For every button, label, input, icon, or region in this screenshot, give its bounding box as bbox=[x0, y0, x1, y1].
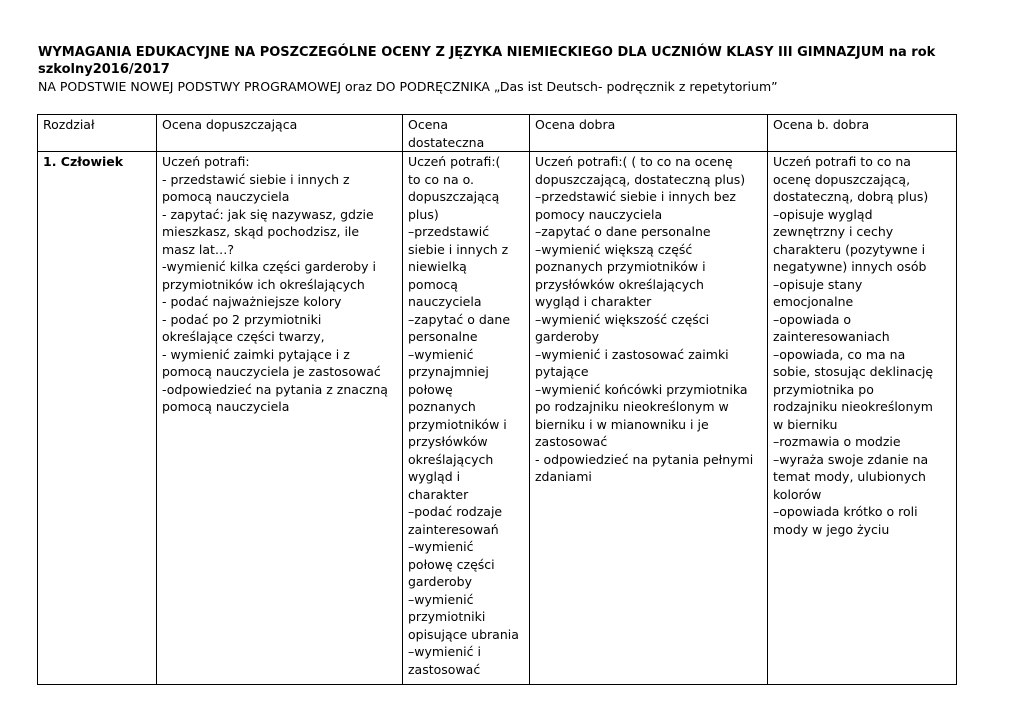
cell-text-line: przysłówków określających bbox=[535, 276, 704, 292]
cell-text-line: - wymienić zaimki pytające i z bbox=[162, 346, 350, 362]
cell-text-line: charakter bbox=[408, 486, 469, 502]
cell-text-line: plus) bbox=[408, 206, 439, 222]
cell-text-line: -odpowiedzieć na pytania z znaczną bbox=[162, 381, 388, 397]
cell-text-line: dopuszczającą, dostateczną plus) bbox=[535, 171, 746, 187]
document-title bbox=[38, 44, 988, 95]
cell-text-line: –rozmawia o modzie bbox=[773, 434, 901, 449]
cell-text-line: - odpowiedzieć na pytania pełnymi bbox=[535, 451, 754, 467]
cell-text-line: Uczeń potrafi:( ( to co na ocenę bbox=[535, 154, 733, 169]
cell-text-line: –opisuje wygląd bbox=[773, 206, 873, 222]
cell-text-line: przymiotników i bbox=[408, 416, 507, 432]
cell-text-line: –podać rodzaje bbox=[408, 504, 503, 519]
cell-text-line: –przedstawić siebie i innych bez bbox=[535, 189, 736, 204]
cell-text-line: negatywne) innych osób bbox=[773, 259, 927, 274]
cell-text-line: sobie, stosując deklinację bbox=[773, 364, 934, 379]
header-cell: Ocena dobra bbox=[530, 115, 768, 152]
grade-dopuszczajaca-cell bbox=[157, 152, 403, 685]
cell-text-line: to co na o. bbox=[408, 171, 474, 187]
header-cell: Ocena dopuszczająca bbox=[157, 115, 403, 152]
document-subtitle: NA PODSTWIE NOWEJ PODSTWY PROGRAMOWEJ oraz DO PODRĘCZNIKA „Das ist Deutsch- podręcznik z repetytorium” bbox=[38, 79, 778, 94]
cell-text-line: przynajmniej bbox=[408, 364, 489, 379]
cell-text-line: zainteresowań bbox=[408, 521, 499, 537]
cell-text-line: –zapytać o dane personalne bbox=[535, 224, 711, 239]
header-cell: Ocena b. dobra bbox=[768, 115, 957, 152]
header-cell: Rozdział bbox=[38, 115, 157, 152]
table-header-row bbox=[38, 115, 957, 152]
table-row bbox=[38, 152, 957, 685]
cell-text-line: –opowiada krótko o roli bbox=[773, 504, 918, 519]
cell-text-line: w bierniku bbox=[773, 416, 838, 432]
cell-text-line: pytające bbox=[535, 364, 589, 379]
cell-text-line: personalne bbox=[408, 329, 478, 344]
cell-text-line: –wymienić bbox=[408, 539, 474, 554]
cell-text-line: - przedstawić siebie i innych z bbox=[162, 171, 350, 187]
cell-text-line: –opowiada o bbox=[773, 311, 852, 327]
cell-text-line: przymiotnika po bbox=[773, 381, 874, 397]
cell-text-line: wygląd i charakter bbox=[535, 294, 652, 309]
cell-text-line: -wymienić kilka części garderoby i bbox=[162, 259, 376, 274]
cell-text-line: –opowiada, co ma na bbox=[773, 346, 906, 362]
cell-text-line: - zapytać: jak się nazywasz, gdzie bbox=[162, 206, 374, 222]
cell-text-line: opisujące ubrania bbox=[408, 626, 519, 642]
header-cell bbox=[403, 115, 530, 152]
cell-text-line: niewielką bbox=[408, 259, 467, 274]
cell-text-line: –wyraża swoje zdanie na bbox=[773, 451, 929, 467]
cell-text-line: Uczeń potrafi to co na bbox=[773, 154, 911, 169]
cell-text-line: nauczyciela bbox=[408, 294, 482, 309]
cell-text-line: mody w jego życiu bbox=[773, 521, 890, 537]
grade-bardzo-dobra-cell bbox=[768, 152, 957, 685]
cell-text-line: kolorów bbox=[773, 486, 822, 502]
cell-text-line: garderoby bbox=[535, 329, 599, 344]
cell-text-line: określające części twarzy, bbox=[162, 329, 325, 344]
cell-text-line: –wymienić końcówki przymiotnika bbox=[535, 381, 748, 397]
cell-text-line: emocjonalne bbox=[773, 294, 854, 309]
requirements-table bbox=[37, 114, 957, 685]
header-text-line: Ocena bbox=[408, 117, 448, 132]
cell-text-line: –wymienić bbox=[408, 591, 474, 607]
cell-text-line: wygląd i bbox=[408, 469, 461, 484]
cell-text-line: charakteru (pozytywne i bbox=[773, 241, 926, 257]
title-line-1: WYMAGANIA EDUKACYJNE NA POSZCZEGÓLNE OCENY Z JĘZYKA NIEMIECKIEGO DLA UCZNIÓW KLASY III GIMNAZJUM na rok bbox=[38, 45, 936, 60]
cell-text-line: po rodzajniku nieokreślonym w bbox=[535, 399, 729, 414]
cell-text-line: mieszkasz, skąd pochodzisz, ile bbox=[162, 224, 360, 239]
cell-text-line: pomocą nauczyciela bbox=[162, 399, 290, 414]
cell-text-line: zewnętrzny i cechy bbox=[773, 224, 894, 239]
cell-text-line: siebie i innych z bbox=[408, 241, 509, 257]
cell-text-line: pomocą bbox=[408, 276, 458, 292]
cell-text-line: połowę części bbox=[408, 556, 495, 572]
cell-text-line: masz lat…? bbox=[162, 241, 235, 257]
cell-text-line: rodzajniku nieokreślonym bbox=[773, 399, 933, 414]
cell-text-line: pomocą nauczyciela bbox=[162, 189, 290, 204]
cell-text-line: zastosować bbox=[408, 661, 481, 677]
cell-text-line: dopuszczającą bbox=[408, 189, 500, 204]
cell-text-line: ocenę dopuszczającą, bbox=[773, 171, 911, 187]
cell-text-line: poznanych bbox=[408, 399, 476, 414]
cell-text-line: garderoby bbox=[408, 574, 472, 589]
cell-text-line: określających bbox=[408, 451, 494, 467]
header-cell-lines bbox=[408, 116, 525, 151]
cell-text-line: –opisuje stany bbox=[773, 276, 863, 292]
cell-text-line: Uczeń potrafi: bbox=[162, 154, 250, 169]
cell-text-line: pomocą nauczyciela je zastosować bbox=[162, 364, 381, 379]
cell-text-line: –przedstawić bbox=[408, 224, 490, 239]
chapter-cell: 1. Człowiek bbox=[38, 152, 157, 685]
cell-text-line: –zapytać o dane bbox=[408, 311, 511, 327]
cell-text-line: - podać najważniejsze kolory bbox=[162, 294, 342, 309]
cell-text-line: przymiotniki bbox=[408, 609, 486, 624]
title-line-2: szkolny2016/2017 bbox=[38, 62, 170, 77]
cell-text-line: bierniku i w mianowniku i je bbox=[535, 416, 709, 432]
grade-dostateczna-cell bbox=[403, 152, 530, 685]
cell-text-line: pomocy nauczyciela bbox=[535, 206, 663, 222]
cell-text-line: zainteresowaniach bbox=[773, 329, 890, 344]
cell-text-line: połowę bbox=[408, 381, 453, 397]
cell-text-line: –wymienić i zastosować zaimki bbox=[535, 346, 729, 362]
header-text-line: dostateczna bbox=[408, 134, 485, 150]
grade-dobra-cell bbox=[530, 152, 768, 685]
cell-text-line: poznanych przymiotników i bbox=[535, 259, 706, 274]
cell-text-line: - podać po 2 przymiotniki bbox=[162, 311, 322, 327]
cell-text-line: Uczeń potrafi:( bbox=[408, 154, 501, 169]
cell-text-line: przymiotników ich określających bbox=[162, 276, 365, 292]
cell-text-line: –wymienić większość części bbox=[535, 311, 710, 327]
cell-text-line: zdaniami bbox=[535, 469, 592, 484]
cell-text-line: przysłówków bbox=[408, 434, 488, 449]
cell-text-line: dostateczną, dobrą plus) bbox=[773, 189, 929, 204]
cell-text-line: –wymienić bbox=[408, 346, 474, 362]
cell-text-line: temat mody, ulubionych bbox=[773, 469, 926, 484]
cell-text-line: –wymienić i bbox=[408, 644, 481, 659]
cell-text-line: –wymienić większą część bbox=[535, 241, 693, 257]
cell-text-line: zastosować bbox=[535, 434, 608, 449]
